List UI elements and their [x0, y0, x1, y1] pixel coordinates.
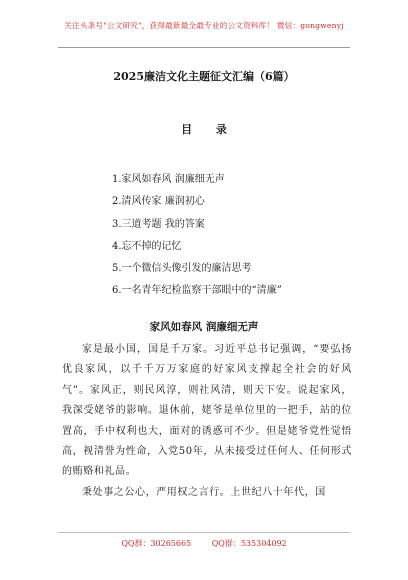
- body-paragraph-2: 秉处事之公心，严用权之言行。上世纪八十年代，国: [82, 486, 326, 498]
- qq-group-1[interactable]: QQ群：30265665: [121, 539, 192, 548]
- toc-item-5[interactable]: 5.一个微信头像引发的廉洁思考: [112, 263, 252, 275]
- toc-item-3[interactable]: 3.三道考题 我的答案: [112, 218, 205, 230]
- article-body: [62, 340, 352, 503]
- body-paragraph-1: 家是最小国，国是千万家。习近平总书记强调，“要弘扬优良家风，以千千万万家庭的好家风支撑起全社会的好风气”。家风正，则民风淳，则社风清，则天下安。说起家风，我深受姥爷的影响。退休前，姥爷是单位里的一把手，站的位置高，手中权利也大，面对的诱惑可不少。但是姥爷党性觉悟高，视清誉为性命，入党50年，从未接受过任何人、任何形式的贿赂和礼品。: [62, 344, 352, 478]
- header-divider: [58, 47, 350, 48]
- toc-item-2[interactable]: 2.清风传家 廉润初心: [112, 196, 205, 208]
- toc-item-4[interactable]: 4.忘不掉的记忆: [112, 240, 182, 252]
- toc-heading: 目 录: [181, 123, 237, 136]
- qq-group-2[interactable]: QQ群：535304092: [211, 539, 287, 548]
- section-title: 家风如春风 润廉细无声: [149, 321, 259, 333]
- footer-divider: [58, 532, 350, 533]
- header-banner[interactable]: 关注头条号"公文研究"，获得最新最全最专业的公文资料库！ 微信：gongwenyj: [64, 21, 344, 30]
- table-of-contents: [112, 169, 372, 303]
- document-title: 2025廉洁文化主题征文汇编（6篇）: [113, 70, 295, 83]
- footer: [0, 538, 408, 549]
- toc-item-1[interactable]: 1.家风如春风 润廉细无声: [112, 174, 225, 185]
- toc-item-6[interactable]: 6.一名青年纪检监察干部眼中的“清廉”: [112, 285, 282, 297]
